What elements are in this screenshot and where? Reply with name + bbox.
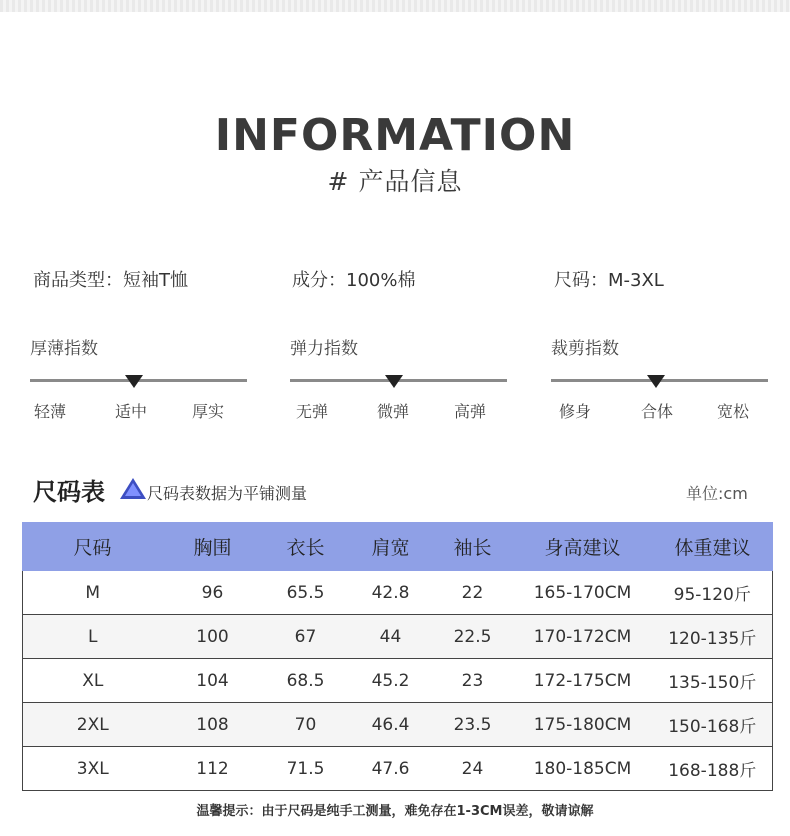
scale-label: 修身 xyxy=(559,402,592,421)
table-cell: 96 xyxy=(163,571,263,615)
table-cell: 47.6 xyxy=(349,747,433,791)
scale-label: 轻薄 xyxy=(34,402,67,421)
footer-note: 温馨提示：由于尺码是纯手工测量，难免存在1-3CM误差，敬请谅解 xyxy=(196,804,594,819)
col-header: 尺码 xyxy=(23,523,163,571)
scale-label: 高弹 xyxy=(454,402,487,421)
col-header: 身高建议 xyxy=(513,523,653,571)
table-row xyxy=(23,659,773,703)
col-header: 肩宽 xyxy=(349,523,433,571)
table-cell: 70 xyxy=(263,703,349,747)
scale-thickness xyxy=(30,334,250,424)
table-cell: 100 xyxy=(163,615,263,659)
scale-label: 无弹 xyxy=(296,402,329,421)
table-cell: 45.2 xyxy=(349,659,433,703)
table-cell: 112 xyxy=(163,747,263,791)
size-table-note: 尺码表数据为平铺测量 xyxy=(147,484,308,503)
table-row xyxy=(23,703,773,747)
table-cell: 3XL xyxy=(23,747,163,791)
scale-label: 适中 xyxy=(115,402,148,421)
table-cell: 175-180CM xyxy=(513,703,653,747)
table-cell: 22 xyxy=(433,571,513,615)
warning-triangle-icon xyxy=(120,478,146,499)
table-cell: 23 xyxy=(433,659,513,703)
unit-label: 单位:cm xyxy=(686,484,748,503)
table-cell: 22.5 xyxy=(433,615,513,659)
table-cell: 172-175CM xyxy=(513,659,653,703)
table-row xyxy=(23,571,773,615)
table-cell: 71.5 xyxy=(263,747,349,791)
table-cell: 68.5 xyxy=(263,659,349,703)
table-cell: 2XL xyxy=(23,703,163,747)
table-cell: 165-170CM xyxy=(513,571,653,615)
scale-elasticity xyxy=(290,334,510,424)
scale-marker-icon xyxy=(385,375,403,388)
table-cell: XL xyxy=(23,659,163,703)
table-cell: 135-150斤 xyxy=(653,659,773,703)
col-header: 体重建议 xyxy=(653,523,773,571)
scale-fit xyxy=(551,334,771,424)
scale-label: 微弹 xyxy=(377,402,410,421)
table-cell: 150-168斤 xyxy=(653,703,773,747)
scale-label: 合体 xyxy=(641,402,674,421)
scale-label: 厚实 xyxy=(192,402,225,421)
table-row xyxy=(23,747,773,791)
attr-product-type: 商品类型：短袖T恤 xyxy=(33,270,188,291)
table-cell: 180-185CM xyxy=(513,747,653,791)
col-header: 袖长 xyxy=(433,523,513,571)
top-decor-strip xyxy=(0,0,790,12)
table-cell: 168-188斤 xyxy=(653,747,773,791)
table-cell: 42.8 xyxy=(349,571,433,615)
page-title-cn: # 产品信息 xyxy=(327,167,463,196)
col-header: 衣长 xyxy=(263,523,349,571)
attr-size-range: 尺码：M-3XL xyxy=(554,270,664,291)
table-cell: 23.5 xyxy=(433,703,513,747)
table-cell: 108 xyxy=(163,703,263,747)
size-table-title: 尺码表 xyxy=(33,478,105,506)
table-cell: 120-135斤 xyxy=(653,615,773,659)
scale-title: 弹力指数 xyxy=(290,339,358,359)
table-cell: 65.5 xyxy=(263,571,349,615)
table-cell: M xyxy=(23,571,163,615)
table-cell: 95-120斤 xyxy=(653,571,773,615)
scale-marker-icon xyxy=(125,375,143,388)
table-cell: 170-172CM xyxy=(513,615,653,659)
scale-title: 厚薄指数 xyxy=(30,339,98,359)
table-header-row xyxy=(23,523,773,571)
scale-label: 宽松 xyxy=(717,402,750,421)
table-cell: 44 xyxy=(349,615,433,659)
table-cell: 104 xyxy=(163,659,263,703)
scale-marker-icon xyxy=(647,375,665,388)
table-cell: 46.4 xyxy=(349,703,433,747)
scale-title: 裁剪指数 xyxy=(551,339,619,359)
attr-composition: 成分：100%棉 xyxy=(292,270,416,291)
col-header: 胸围 xyxy=(163,523,263,571)
page-title-en: INFORMATION xyxy=(214,110,576,161)
table-cell: 67 xyxy=(263,615,349,659)
table-cell: L xyxy=(23,615,163,659)
table-cell: 24 xyxy=(433,747,513,791)
table-row xyxy=(23,615,773,659)
size-table xyxy=(22,522,773,791)
